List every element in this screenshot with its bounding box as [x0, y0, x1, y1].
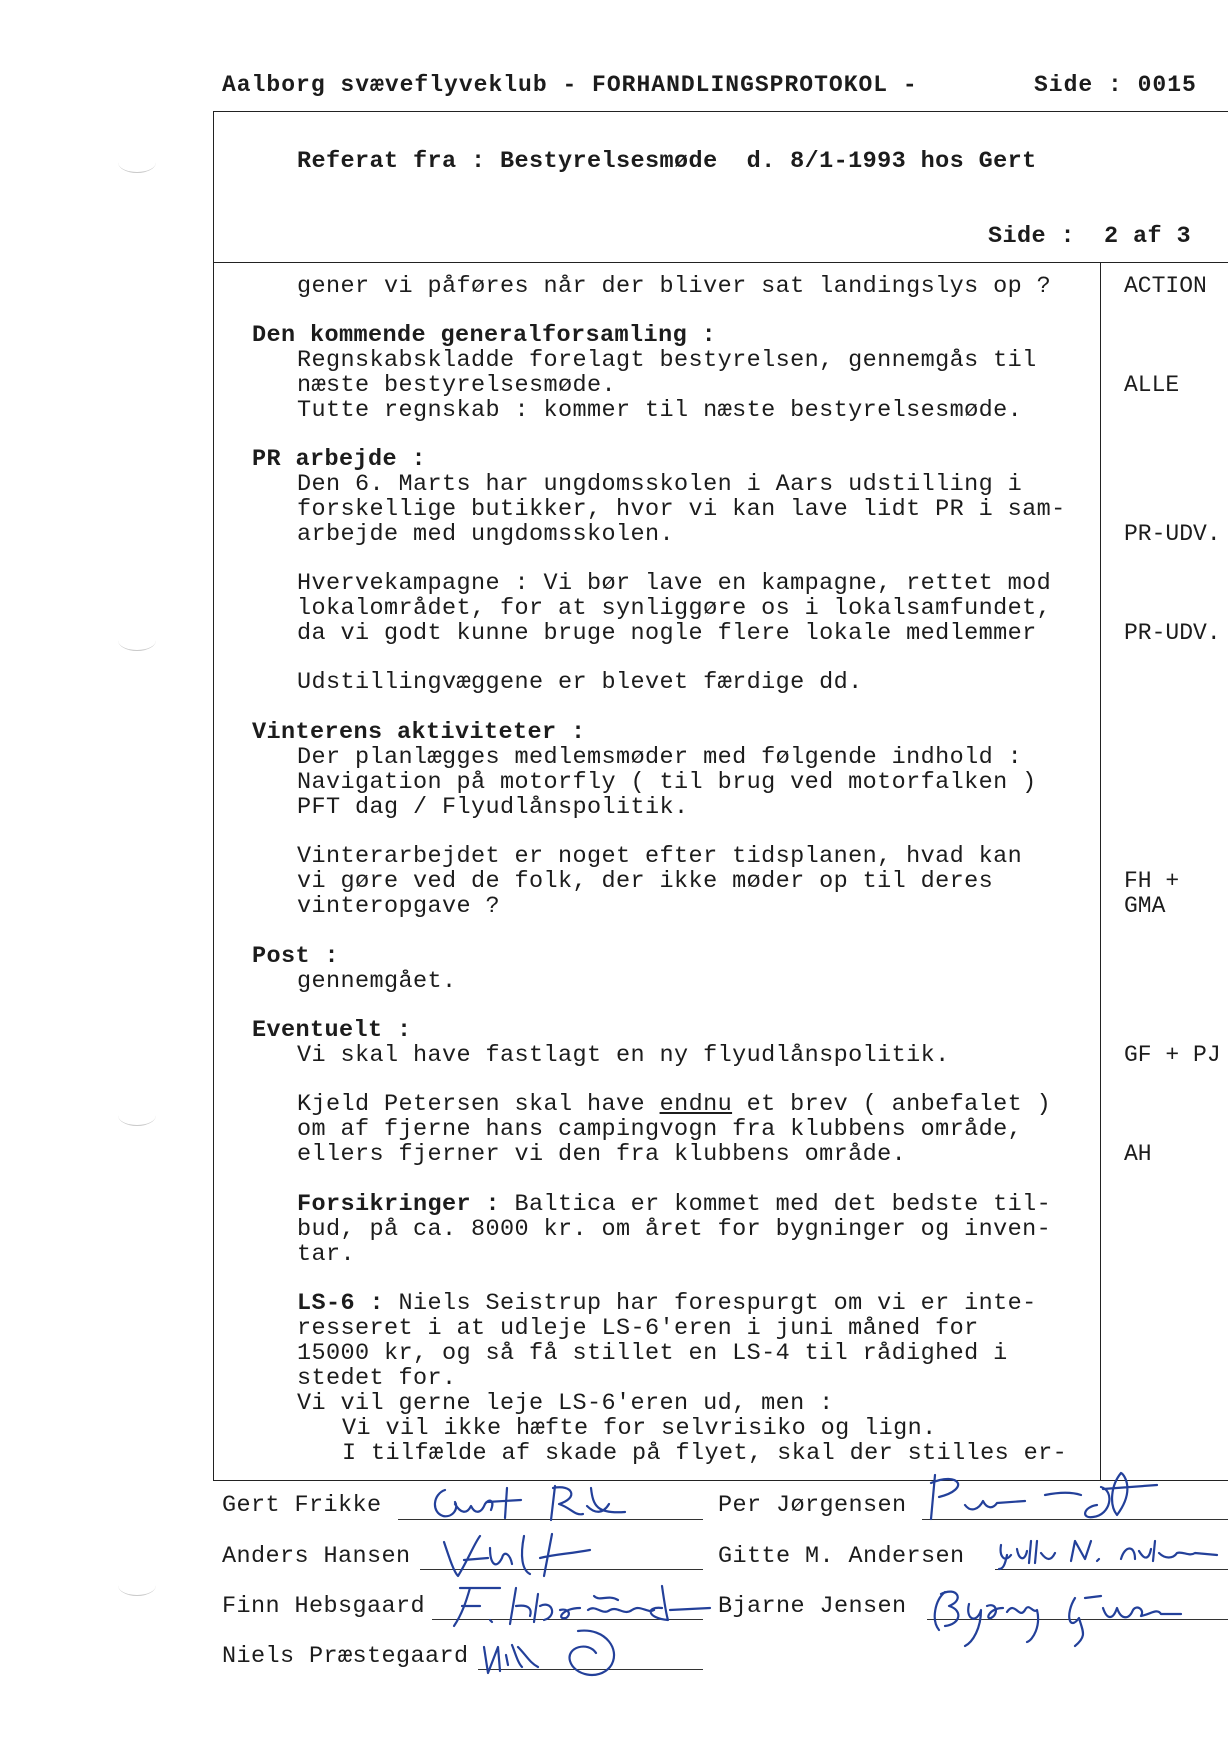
body-line: arbejde med ungdomsskolen. — [297, 521, 675, 548]
body-line: I tilfælde af skade på flyet, skal der stilles er- — [342, 1440, 1068, 1467]
body-line: Tutte regnskab : kommer til næste bestyrelsesmøde. — [297, 397, 1023, 424]
meeting-box-divider — [213, 262, 1228, 263]
body-text: Niels Seistrup har forespurgt om vi er inte- — [384, 1290, 1037, 1317]
action-entry: GF + PJ — [1124, 1042, 1221, 1068]
signatory-name: Anders Hansen — [222, 1543, 411, 1570]
action-entry: GMA — [1124, 893, 1166, 919]
body-line: lokalområdet, for at synliggøre os i lokalsamfundet, — [297, 595, 1052, 622]
signatory-name: Niels Præstegaard — [222, 1643, 469, 1670]
action-entry: PR-UDV. — [1124, 521, 1221, 547]
body-line — [297, 1291, 1037, 1316]
handwritten-signature — [925, 1580, 1185, 1650]
punch-hole-mark — [118, 1105, 156, 1126]
handwritten-signature — [425, 1480, 640, 1525]
body-line: Vi vil ikke hæfte for selvrisiko og lign. — [342, 1415, 937, 1442]
body-line: bud, på ca. 8000 kr. om året for bygninger og inven- — [297, 1216, 1052, 1243]
handwritten-signature — [925, 1465, 1170, 1525]
body-text: Baltica er kommet med det bedste til- — [500, 1191, 1052, 1218]
section-heading-generalforsamling: Den kommende generalforsamling : — [252, 322, 717, 349]
meeting-title: Referat fra : Bestyrelsesmøde d. 8/1-1993 hos Gert — [297, 148, 1037, 175]
punch-hole-mark — [118, 630, 156, 651]
body-line: Navigation på motorfly ( til brug ved motorfalken ) — [297, 769, 1037, 796]
handwritten-signature — [440, 1530, 630, 1580]
body-line: 15000 kr, og så få stillet en LS-4 til rådighed i — [297, 1340, 1008, 1367]
meeting-page-label: Side : 2 af 3 — [988, 223, 1192, 250]
signatory-name: Per Jørgensen — [718, 1492, 907, 1519]
body-line: Udstillingvæggene er blevet færdige dd. — [297, 669, 863, 696]
section-heading-eventuelt: Eventuelt : — [252, 1017, 412, 1044]
section-heading-post: Post : — [252, 943, 340, 970]
body-line — [297, 1192, 1051, 1217]
signatory-name: Gitte M. Andersen — [718, 1543, 965, 1570]
section-heading-vinterens-aktiviteter: Vinterens aktiviteter : — [252, 719, 586, 746]
body-line: Vi skal have fastlagt en ny flyudlånspolitik. — [297, 1042, 950, 1069]
underlined-word: endnu — [659, 1091, 733, 1118]
protocol-page-number: Side : 0015 — [1034, 72, 1197, 98]
signatory-name: Finn Hebsgaard — [222, 1593, 426, 1620]
body-line: Vinterarbejdet er noget efter tidsplanen, hvad kan — [297, 843, 1023, 870]
body-line: forskellige butikker, hvor vi kan lave lidt PR i sam- — [297, 496, 1066, 523]
body-line: resseret i at udleje LS-6'eren i juni måned for — [297, 1315, 979, 1342]
body-line: PFT dag / Flyudlånspolitik. — [297, 794, 689, 821]
body-line: gener vi påføres når der bliver sat landingslys op ? — [297, 273, 1052, 300]
body-line: om af fjerne hans campingvogn fra klubbens område, — [297, 1116, 1023, 1143]
body-line: vinteropgave ? — [297, 893, 501, 920]
action-entry: ALLE — [1124, 372, 1180, 398]
body-text: Kjeld Petersen skal have — [297, 1091, 660, 1118]
body-line: Regnskabskladde forelagt bestyrelsen, gennemgås til — [297, 347, 1037, 374]
action-entry: PR-UDV. — [1124, 620, 1221, 646]
body-line: gennemgået. — [297, 968, 457, 995]
action-entry: AH — [1124, 1141, 1152, 1167]
body-line: ellers fjerner vi den fra klubbens område. — [297, 1141, 907, 1168]
action-entry: FH + — [1124, 868, 1180, 894]
action-column-divider — [1100, 262, 1101, 1480]
signatory-name: Bjarne Jensen — [718, 1593, 907, 1620]
section-heading-pr-arbejde: PR arbejde : — [252, 446, 427, 473]
action-header: ACTION — [1124, 273, 1207, 299]
protocol-header-title: Aalborg svæveflyveklub - FORHANDLINGSPROTOKOL - — [222, 72, 918, 98]
body-line: Vi vil gerne leje LS-6'eren ud, men : — [297, 1390, 834, 1417]
handwritten-signature — [478, 1625, 653, 1685]
body-line: da vi godt kunne bruge nogle flere lokale medlemmer — [297, 620, 1037, 647]
body-line: Hvervekampagne : Vi bør lave en kampagne, rettet mod — [297, 570, 1052, 597]
body-line: Der planlægges medlemsmøder med følgende indhold : — [297, 744, 1023, 771]
inline-heading-ls6: LS-6 : — [297, 1290, 385, 1317]
body-line: stedet for. — [297, 1365, 457, 1392]
body-line — [297, 1092, 1051, 1117]
body-line: Den 6. Marts har ungdomsskolen i Aars udstilling i — [297, 471, 1023, 498]
body-line: tar. — [297, 1241, 356, 1268]
body-line: vi gøre ved de folk, der ikke møder op til deres — [297, 868, 994, 895]
punch-hole-mark — [118, 152, 156, 173]
body-line: næste bestyrelsesmøde. — [297, 372, 617, 399]
handwritten-signature — [995, 1535, 1225, 1571]
signatory-name: Gert Frikke — [222, 1492, 382, 1519]
inline-heading-forsikringer: Forsikringer : — [297, 1191, 501, 1218]
body-text: et brev ( anbefalet ) — [732, 1091, 1052, 1118]
punch-hole-mark — [118, 1575, 156, 1596]
